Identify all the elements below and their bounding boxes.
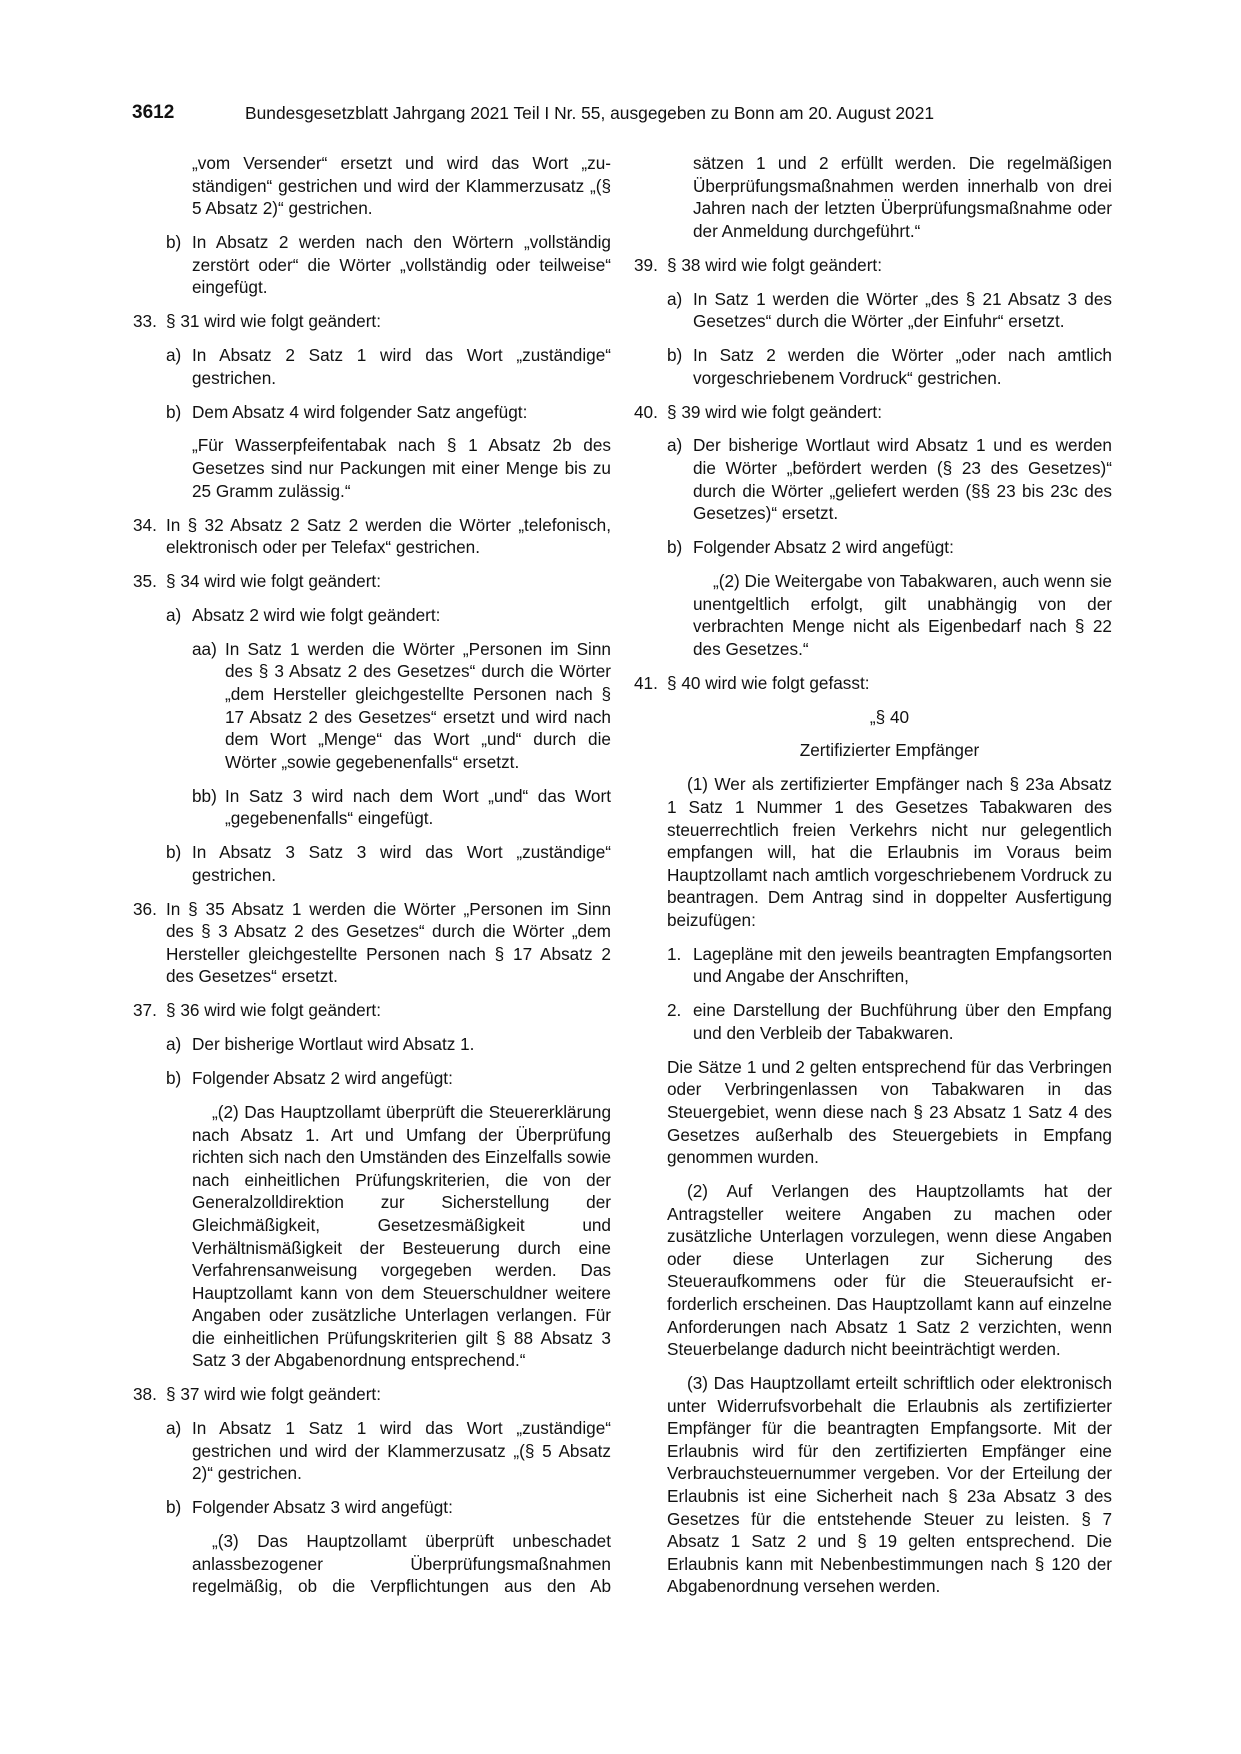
item-text: § 37 wird wie folgt geändert:: [166, 1384, 381, 1405]
item-label: bb): [192, 785, 217, 806]
item-text: In Absatz 2 Satz 1 wird das Wort „zuständige“ gestrichen.: [192, 345, 611, 388]
paragraph: (1) Wer als zertifizierter Empfänger nach § 23a Absatz 1 Satz 1 Nummer 1 des Gesetzes Tabakwaren des steuerrechtlich freien Verkehrs nicht nur gelegentlich empfangen will, hat die Erlaubnis im Voraus beim Hauptzollamt nach amtlich vorgeschriebenem Vordruck zu beantragen. Dem Antrag sind in doppelter Ausfertigung beizufügen:: [667, 774, 1112, 930]
list-item: [133, 310, 611, 333]
item-label: aa): [192, 638, 217, 659]
item-label: a): [166, 604, 182, 625]
list-item: [133, 604, 611, 627]
quoted-text: „Für Wasserpfeifentabak nach § 1 Absatz 2b des Gesetzes sind nur Packungen mit einer Menge bis zu 25 Gramm zulässig.“: [192, 435, 611, 501]
item-label: a): [166, 345, 182, 366]
item-text: In § 35 Absatz 1 werden die Wörter „Personen im Sinn des § 3 Absatz 2 des Gesetzes“ durch die Wörter „dem Hersteller gleichgestellte Personen nach § 17 Absatz 2 des Gesetzes“ ersetzt.: [166, 898, 611, 987]
item-number: 40.: [634, 401, 658, 422]
list-item: [634, 401, 1112, 424]
list-item: [634, 672, 1112, 695]
right-column: [634, 152, 1112, 1598]
item-text: Absatz 2 wird wie folgt geändert:: [192, 604, 441, 625]
item-text: Der bisherige Wortlaut wird Absatz 1 und es werden die Wörter „befördert werden (§ 23 des Gesetzes)“ durch die Wörter „geliefert werden (§§ 23 bis 23c des Gesetzes)“ ersetzt.: [693, 435, 1112, 524]
list-item: [133, 638, 611, 774]
page-number: 3612: [132, 102, 175, 123]
paragraph: (2) Auf Verlangen des Hauptzollamts hat der Antragsteller weitere Angaben zu machen oder zusätzliche Unterlagen vorzulegen, wenn diese Angaben oder diese Unterlagen zur Sicherung des Steueraufkommens oder für die Steueraufsicht erforderlich erscheinen. Das Hauptzollamt kann auf einzelne Anforderungen nach Absatz 1 Satz 2 verzichten, wenn Steuerbelange dadurch nicht beeinträchtigt werden.: [667, 1181, 1112, 1360]
item-number: 39.: [634, 254, 658, 275]
item-text: In Absatz 1 Satz 1 wird das Wort „zuständige“ gestrichen und wird der Klammerzusatz „(§ 5 Absatz 2)“ gestrichen.: [192, 1418, 611, 1484]
item-text: In Satz 1 werden die Wörter „des § 21 Absatz 3 des Gesetzes“ durch die Wörter „der Einfuhr“ ersetzt.: [693, 288, 1112, 332]
list-item: [133, 898, 611, 988]
item-label: b): [166, 401, 182, 422]
item-text: In Satz 1 werden die Wörter „Personen im Sinn des § 3 Absatz 2 des Gesetzes“ durch die Wörter „dem Hersteller gleichgestellte Personen nach § 17 Absatz 2 des Gesetzes“ ersetzt und wird nach dem Wort „Menge“ das Wort „und“ durch die Wörter „sowie gegebenenfalls“ ersetzt.: [225, 638, 611, 772]
item-number: 37.: [133, 1000, 157, 1021]
item-text: Dem Absatz 4 wird folgender Satz angefügt:: [192, 401, 528, 422]
paragraph: sätzen 1 und 2 erfüllt werden. Die regelmäßigen Überprüfungsmaßnahmen werden innerhalb von drei Jahren nach der letzten Überprüfungsmaßnahme oder der Anmeldung durchgeführt.“: [693, 153, 1112, 241]
quoted-text: „(2) Das Hauptzollamt überprüft die Steuererklärung nach Absatz 1. Art und Umfang der Überprüfung richten sich nach den Umständen des Einzelfalls sowie nach einheitlichen Prüfungskriterien, die von der Generalzolldirektion zur Sicherstellung der Gleichmäßigkeit, Gesetzesmäßigkeit und Verhältnismäßigkeit der Besteuerung durch eine Verfahrensanweisung vorgegeben werden. Das Hauptzollamt kann von dem Steuerschuldner weitere Angaben oder zusätzliche Unterlagen verlangen. Für die einheitlichen Prüfungskriterien gilt § 88 Absatz 3 Satz 3 der Abgabenordnung entsprechend.“: [192, 1101, 611, 1371]
paragraph: (3) Das Hauptzollamt erteilt schriftlich oder elektronisch unter Widerrufsvorbehalt die Erlaubnis als zertifizierter Empfänger für die beantragten Empfangsorte. Mit der Erlaubnis wird für den zertifizierten Empfänger eine Verbrauchsteuernummer vergeben. Vor der Erteilung der Erlaubnis ist eine Sicherheit nach § 23a Absatz 3 des Gesetzes für die entstehende Steuer zu leisten. § 7 Absatz 1 Satz 2 und § 19 gelten entsprechend. Die Erlaubnis kann mit Nebenbestimmungen nach § 120 der Abgabenordnung versehen werden.: [667, 1373, 1112, 1597]
item-number: 2.: [667, 1000, 682, 1021]
item-label: a): [667, 288, 683, 309]
item-text: § 31 wird wie folgt geändert:: [166, 311, 381, 332]
item-text: Folgender Absatz 2 wird angefügt:: [192, 1068, 453, 1089]
running-head: Bundesgesetzblatt Jahrgang 2021 Teil I Nr. 55, ausgegeben zu Bonn am 20. August 2021: [245, 103, 935, 123]
quoted-text: „(3) Das Hauptzollamt überprüft unbeschadet anlassbezogener Überprüfungsmaßnahmen regelmäßig, ob die Verpflichtungen aus den Ab: [192, 1531, 611, 1597]
list-item: [634, 536, 1112, 559]
list-item: [133, 1383, 611, 1406]
item-label: a): [166, 1034, 182, 1055]
list-item: [634, 288, 1112, 333]
item-text: § 38 wird wie folgt geändert:: [667, 254, 882, 275]
paragraph: „vom Versender“ ersetzt und wird das Wort „zuständigen“ gestrichen und wird der Klammerzusatz „(§ 5 Absatz 2)“ gestrichen.: [192, 153, 611, 219]
item-text: § 39 wird wie folgt geändert:: [667, 401, 882, 422]
item-number: 38.: [133, 1384, 157, 1405]
item-label: b): [166, 1068, 182, 1089]
item-text: § 36 wird wie folgt geändert:: [166, 1000, 381, 1021]
item-number: 33.: [133, 311, 157, 332]
item-label: b): [166, 842, 182, 863]
list-item: [133, 401, 611, 424]
item-text: Folgender Absatz 2 wird angefügt:: [693, 537, 954, 558]
item-label: a): [166, 1418, 182, 1439]
list-item: [133, 344, 611, 389]
section-number: „§ 40: [869, 706, 910, 727]
item-label: b): [166, 1497, 182, 1518]
list-item: [634, 344, 1112, 389]
item-label: b): [667, 537, 683, 558]
list-item: [634, 254, 1112, 277]
list-item: [133, 514, 611, 559]
item-number: 36.: [133, 898, 157, 919]
item-number: 41.: [634, 672, 658, 693]
item-text: In Satz 3 wird nach dem Wort „und“ das Wort „gegebenenfalls“ eingefügt.: [225, 785, 611, 829]
item-label: b): [166, 232, 182, 253]
item-text: § 34 wird wie folgt geändert:: [166, 570, 381, 591]
list-item: [133, 1067, 611, 1090]
quoted-text: „(2) Die Weitergabe von Tabakwaren, auch wenn sie unentgeltlich erfolgt, gilt unabhängig von der verbrachten Menge nicht als Eigenbedarf nach § 22 des Gesetzes.“: [693, 570, 1112, 659]
list-item: [133, 785, 611, 830]
paragraph: Die Sätze 1 und 2 gelten entsprechend für das Verbringen oder Verbringenlassen von Tabakwaren in das Steuergebiet, wenn diese nach § 23 Absatz 1 Satz 4 des Gesetzes außerhalb des Steuergebiets in Empfang genommen wurden.: [667, 1056, 1112, 1168]
list-item: [634, 434, 1112, 524]
item-text: In § 32 Absatz 2 Satz 2 werden die Wörter „telefonisch, elektronisch oder per Telefax“ gestrichen.: [166, 514, 611, 558]
item-text: Lagepläne mit den jeweils beantragten Empfangsorten und Angabe der Anschriften,: [693, 943, 1112, 987]
left-column: [133, 152, 611, 1598]
list-item: [133, 570, 611, 593]
item-label: a): [667, 435, 683, 456]
list-item: [667, 999, 1112, 1044]
list-item: [133, 841, 611, 886]
item-text: In Absatz 2 werden nach den Wörtern „vollständig zerstört oder“ die Wörter „vollständig oder teilweise“ eingefügt.: [192, 232, 611, 298]
item-number: 1.: [667, 943, 682, 964]
list-item: [133, 1417, 611, 1485]
list-item: [133, 1033, 611, 1056]
list-item: [133, 1496, 611, 1519]
item-text: Folgender Absatz 3 wird angefügt:: [192, 1497, 453, 1518]
item-text: In Satz 2 werden die Wörter „oder nach amtlich vorgeschriebenem Vordruck“ gestrichen.: [693, 345, 1112, 388]
page-header: [132, 102, 1112, 128]
item-text: In Absatz 3 Satz 3 wird das Wort „zuständige“ gestrichen.: [192, 842, 611, 885]
item-number: 34.: [133, 514, 157, 535]
list-item: [133, 999, 611, 1022]
item-number: 35.: [133, 570, 157, 591]
item-text: Der bisherige Wortlaut wird Absatz 1.: [192, 1034, 475, 1055]
item-text: § 40 wird wie folgt gefasst:: [667, 672, 870, 693]
section-title: Zertifizierter Empfänger: [799, 740, 980, 761]
list-item: [667, 943, 1112, 988]
list-item: [133, 231, 611, 299]
item-text: eine Darstellung der Buchführung über den Empfang und den Verbleib der Tabakwaren.: [693, 1000, 1112, 1043]
item-label: b): [667, 345, 683, 366]
